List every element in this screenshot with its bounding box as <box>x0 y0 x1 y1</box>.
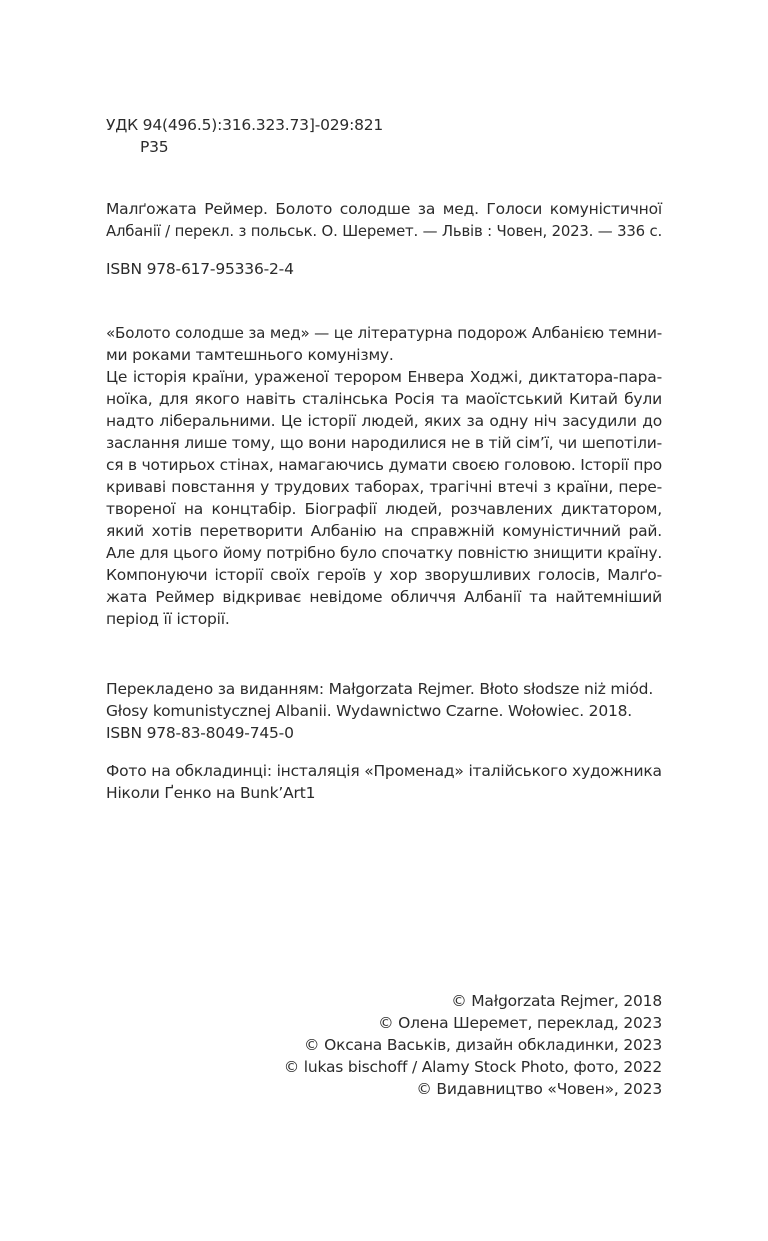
copyright-line: © lukas bischoff / Alamy Stock Photo, фото, 2022 <box>283 1058 662 1076</box>
udc-code: УДК 94(496.5):316.323.73]-029:821 <box>106 116 384 134</box>
author-mark: Р35 <box>140 138 169 156</box>
annotation-line: який хотів перетворити Албанію на справжній комуністичний рай. <box>106 522 662 540</box>
annotation-line: ся в чотирьох стінах, намагаючись думати своєю головою. Історії про <box>106 456 662 474</box>
annotation-line: Але для цього йому потрібно було спочатку повністю знищити країну. <box>106 544 662 562</box>
annotation-line: «Болото солодше за мед» — це літературна подорож Албанією темни- <box>106 324 662 342</box>
copyright-line: © Видавництво «Човен», 2023 <box>416 1080 662 1098</box>
annotation-line: твореної на концтабір. Біографії людей, розчавлених диктатором, <box>106 500 662 518</box>
isbn: ISBN 978-617-95336-2-4 <box>106 260 294 278</box>
copyright-line: © Оксана Васьків, дизайн обкладинки, 2023 <box>304 1036 662 1054</box>
annotation-line: ми роками тамтешнього комунізму. <box>106 346 394 364</box>
original-edition-line: Перекладено за виданням: Małgorzata Rejmer. Błoto słodsze niż miód. <box>106 680 654 698</box>
annotation-line: Це історія країни, ураженої терором Енвера Ходжі, диктатора-пара- <box>106 368 662 386</box>
annotation-line: період її історії. <box>106 610 230 628</box>
original-edition-line: Głosy komunistycznej Albanii. Wydawnictwo Czarne. Wołowiec. 2018. <box>106 702 633 720</box>
annotation-line: Компонуючи історії своїх героїв у хор зворушливих голосів, Малґо- <box>106 566 662 584</box>
copyright-line: © Олена Шеремет, переклад, 2023 <box>378 1014 662 1032</box>
annotation-line: жата Реймер відкриває невідоме обличчя Албанії та найтемніший <box>106 588 662 606</box>
annotation-line: надто ліберальними. Це історії людей, яких за одну ніч засудили до <box>106 412 662 430</box>
annotation-line: криваві повстання у трудових таборах, трагічні втечі з країни, пере- <box>106 478 662 496</box>
cover-photo-credit-line: Ніколи Ґенко на Bunk’Art1 <box>106 784 316 802</box>
bibliographic-line-2: Албанії / перекл. з польськ. О. Шеремет. — Львів : Човен, 2023. — 336 с. <box>106 222 662 240</box>
original-isbn: ISBN 978-83-8049-745-0 <box>106 724 294 742</box>
annotation-line: ноїка, для якого навіть сталінська Росія та маоїстський Китай були <box>106 390 662 408</box>
copyright-page <box>106 0 662 1241</box>
annotation-line: заслання лише тому, що вони народилися не в тій сім’ї, чи шепотіли- <box>106 434 662 452</box>
bibliographic-line-1: Малґожата Реймер. Болото солодше за мед. Голоси комуністичної <box>106 200 662 218</box>
cover-photo-credit-line: Фото на обкладинці: інсталяція «Променад» італійського художника <box>106 762 662 780</box>
copyright-line: © Małgorzata Rejmer, 2018 <box>451 992 662 1010</box>
